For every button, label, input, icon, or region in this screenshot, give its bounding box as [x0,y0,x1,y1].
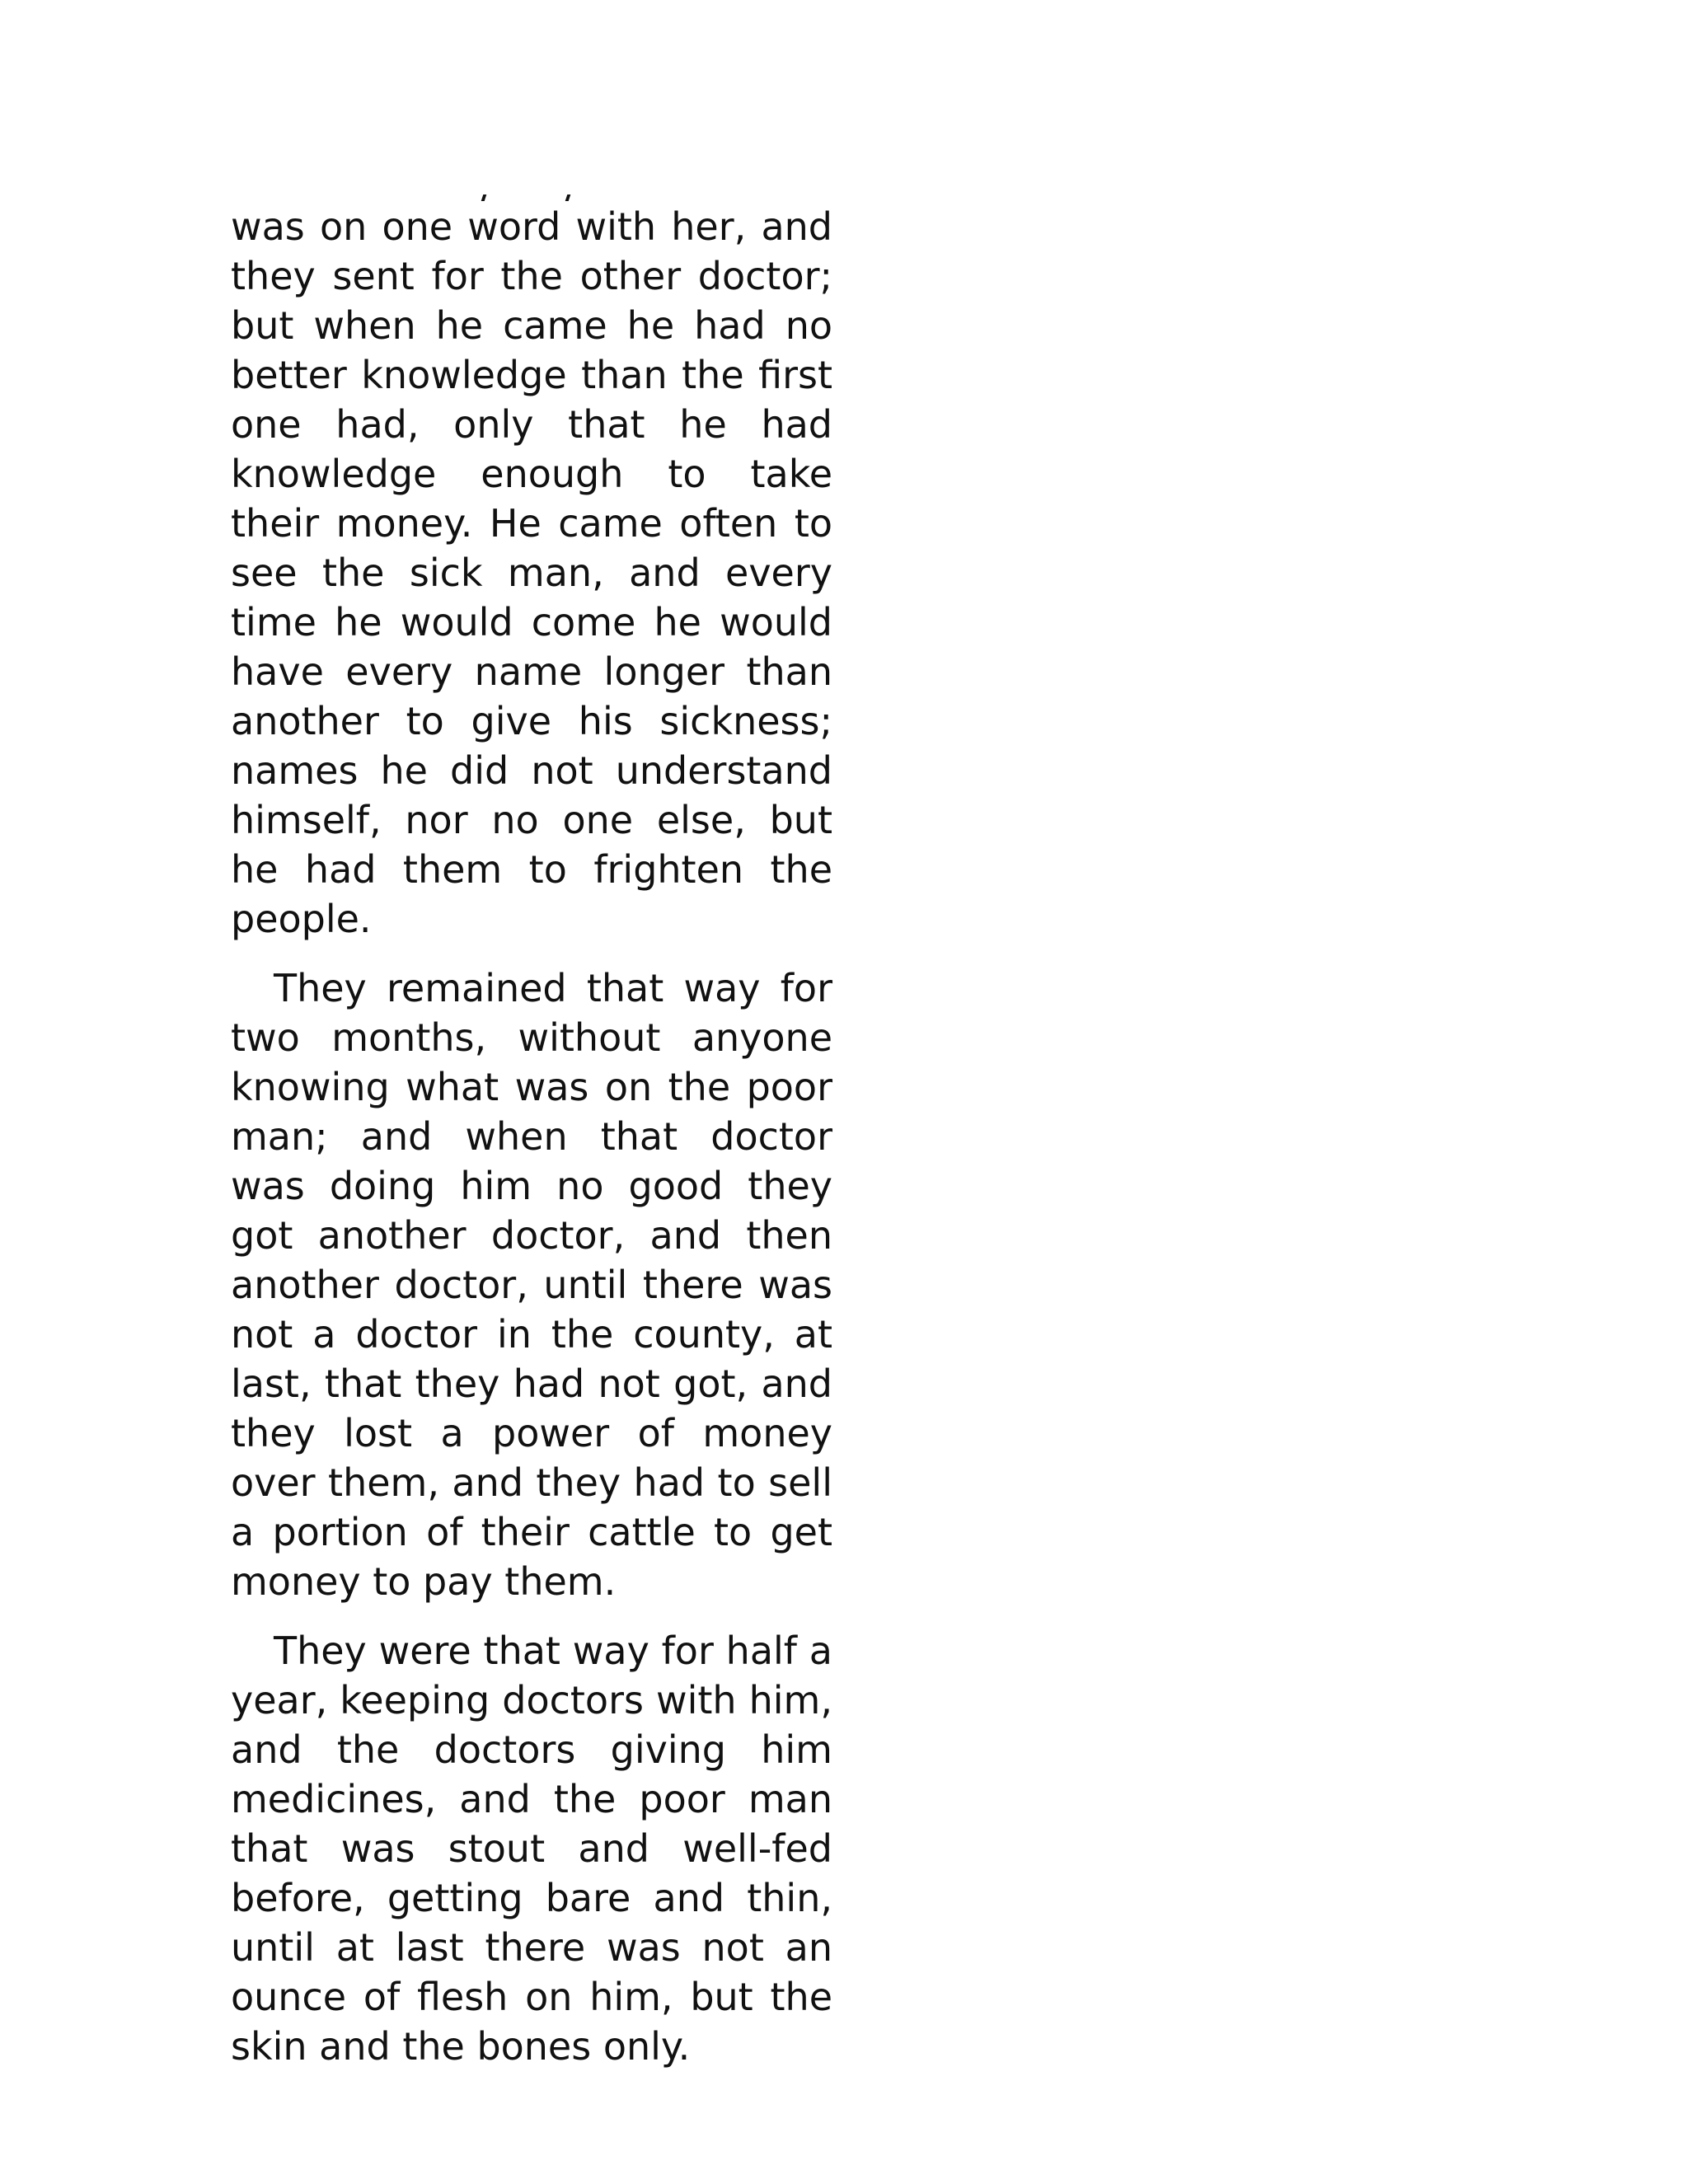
text-column [231,202,832,2071]
paragraph-2: They remained that way for two months, without anyone knowing what was on the poor man; and when that doctor was doing him no good they got another doctor, and then another doctor, until there was not a doctor in the county, at last, that they had not got, and they lost a power of money over them, and they had to sell a portion of their cattle to get money to pay them. [231,966,832,1604]
clipped-previous-line [231,165,832,202]
clipped-comma-mark [565,194,571,201]
clipped-comma-mark [481,194,487,201]
paragraph-3: They were that way for half a year, keeping doctors with him, and the doctors giving him medicines, and the poor man that was stout and well-fed before, getting bare and thin, until at last there was not an ounce of flesh on him, but the skin and the bones only. [231,1629,832,2069]
paragraph-1: was on one word with her, and they sent for the other doctor; but when he came he had no better knowledge than the first one had, only that he had knowledge enough to take their money. He came often to see the sick man, and every time he would come he would have every name longer than another to give his sickness; names he did not understand himself, nor no one else, but he had them to frighten the people. [231,204,832,941]
